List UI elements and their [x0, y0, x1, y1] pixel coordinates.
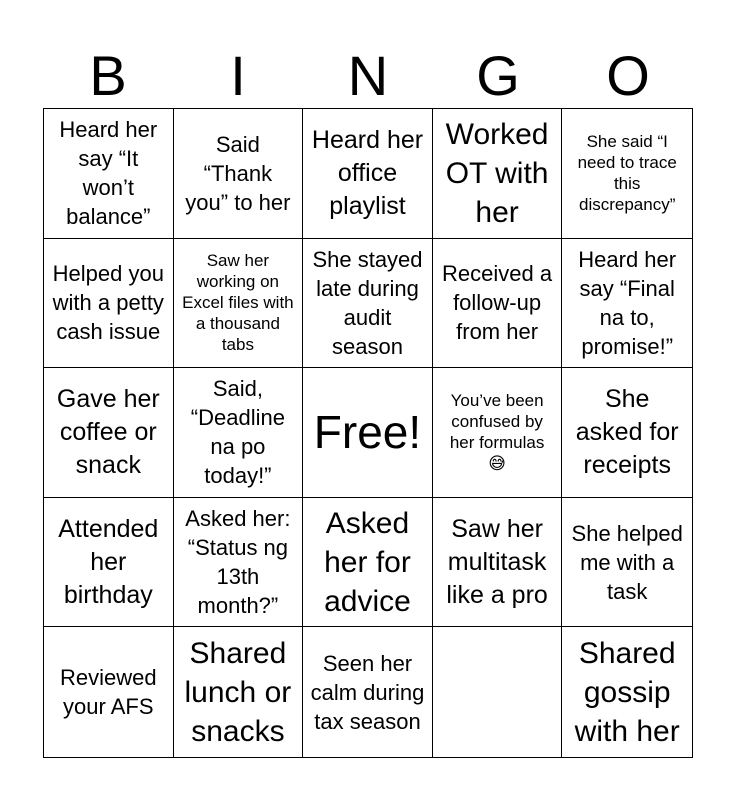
- bingo-cell[interactable]: [44, 109, 174, 239]
- bingo-cell[interactable]: [44, 498, 174, 628]
- cell-text: Helped you with a petty cash issue: [52, 261, 164, 345]
- header-letter-g: G: [476, 44, 520, 107]
- cell-text: Seen her calm during tax season: [310, 650, 425, 734]
- bingo-board: [43, 108, 693, 758]
- bingo-cell[interactable]: [433, 239, 563, 369]
- bingo-cell[interactable]: [303, 109, 433, 239]
- bingo-cell[interactable]: [303, 627, 433, 757]
- cell-text: Saw her working on Excel files with a thousand tabs: [182, 251, 294, 355]
- cell-text: Reviewed your AFS: [59, 665, 157, 720]
- bingo-cell[interactable]: [433, 109, 563, 239]
- header-letter-n: N: [347, 44, 389, 107]
- cell-text: She said “I need to trace this discrepancy”: [577, 132, 677, 215]
- cell-text: Said, “Deadline na po today!”: [190, 376, 285, 489]
- cell-text: Attended her birthday: [58, 514, 159, 609]
- bingo-cell[interactable]: [433, 368, 563, 498]
- cell-text: Heard her say “Final na to, promise!”: [578, 246, 677, 359]
- cell-text: Asked her for advice: [324, 506, 411, 618]
- cell-text: Shared gossip with her: [574, 636, 680, 748]
- bingo-cell[interactable]: [174, 498, 304, 628]
- bingo-cell[interactable]: [562, 627, 692, 757]
- cell-text: Worked OT with her: [445, 117, 549, 229]
- cell-text: She asked for receipts: [575, 384, 679, 479]
- cell-text: She stayed late during audit season: [312, 246, 423, 359]
- bingo-cell[interactable]: [174, 368, 304, 498]
- cell-text: Heard her office playlist: [311, 125, 424, 220]
- header-letter-i: I: [230, 44, 246, 107]
- cell-text: Received a follow-up from her: [442, 261, 553, 345]
- cell-text: Gave her coffee or snack: [56, 384, 160, 479]
- bingo-cell[interactable]: [562, 109, 692, 239]
- bingo-cell[interactable]: [562, 498, 692, 628]
- cell-text: Said “Thank you” to her: [185, 131, 291, 215]
- cell-text: Heard her say “It won’t balance”: [59, 117, 158, 230]
- bingo-cell[interactable]: [562, 368, 692, 498]
- header-letter-b: B: [89, 44, 127, 107]
- header-letter-o: O: [606, 44, 650, 107]
- bingo-cell[interactable]: [44, 627, 174, 757]
- cell-text: Asked her: “Status ng 13th month?”: [185, 506, 291, 619]
- bingo-cell[interactable]: [433, 498, 563, 628]
- cell-text: She helped me with a task: [571, 520, 683, 604]
- bingo-cell[interactable]: [303, 498, 433, 628]
- empty-cell[interactable]: [433, 627, 563, 757]
- bingo-cell[interactable]: [174, 239, 304, 369]
- bingo-header: [43, 44, 693, 108]
- free-space-cell[interactable]: [303, 368, 433, 498]
- bingo-cell[interactable]: [44, 239, 174, 369]
- bingo-cell[interactable]: [562, 239, 692, 369]
- bingo-cell[interactable]: [174, 627, 304, 757]
- bingo-cell[interactable]: [303, 239, 433, 369]
- bingo-cell[interactable]: [44, 368, 174, 498]
- bingo-cell[interactable]: [174, 109, 304, 239]
- cell-text: Shared lunch or snacks: [184, 636, 292, 748]
- cell-text: Saw her multitask like a pro: [446, 514, 548, 609]
- free-space-text: Free!: [313, 406, 422, 459]
- cell-text: You’ve been confused by her formulas 😅: [449, 391, 545, 474]
